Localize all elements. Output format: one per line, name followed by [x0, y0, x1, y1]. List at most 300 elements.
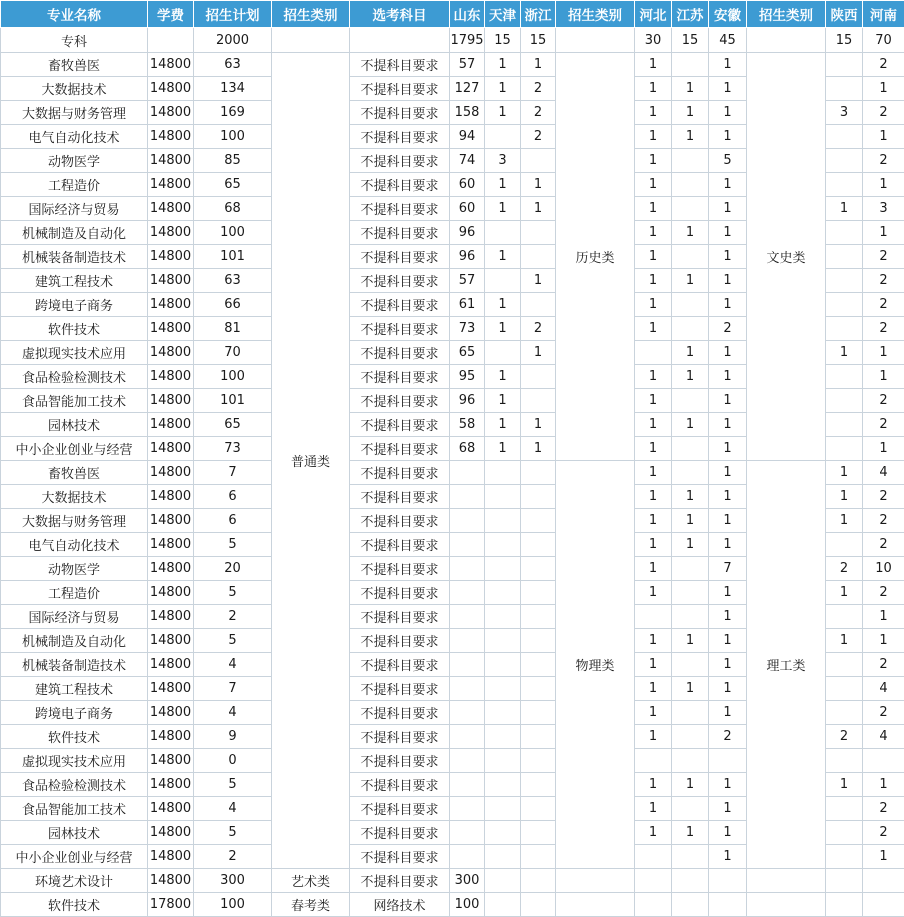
shandong-cell: 65 — [450, 341, 485, 365]
jiangsu-cell: 1 — [672, 413, 709, 437]
anhui-cell: 1 — [709, 269, 747, 293]
tianjin-cell — [485, 677, 521, 701]
henan-cell: 2 — [863, 701, 904, 725]
henan-cell: 1 — [863, 365, 904, 389]
hebei-cell: 1 — [635, 149, 672, 173]
table-cell — [556, 869, 635, 893]
subject-cell: 不提科目要求 — [350, 821, 450, 845]
anhui-cell: 1 — [709, 221, 747, 245]
tuition-cell: 14800 — [148, 605, 194, 629]
plan-cell: 101 — [194, 245, 272, 269]
henan-cell: 10 — [863, 557, 904, 581]
shaanxi-cell: 1 — [826, 629, 863, 653]
shandong-cell — [450, 845, 485, 869]
shaanxi-cell — [826, 221, 863, 245]
zhejiang-cell — [521, 773, 556, 797]
zhejiang-cell: 1 — [521, 341, 556, 365]
jiangsu-cell — [672, 557, 709, 581]
shandong-cell — [450, 485, 485, 509]
header-cell: 河南 — [863, 1, 904, 28]
shaanxi-cell: 2 — [826, 557, 863, 581]
henan-cell: 4 — [863, 677, 904, 701]
shandong-cell — [450, 557, 485, 581]
plan-cell: 20 — [194, 557, 272, 581]
jiangsu-cell — [672, 293, 709, 317]
table-cell: 不提科目要求 — [350, 869, 450, 893]
shandong-cell — [450, 725, 485, 749]
table-cell: 17800 — [148, 893, 194, 917]
zhejiang-cell — [521, 485, 556, 509]
major-name-cell: 机械装备制造技术 — [1, 653, 148, 677]
header-cell: 学费 — [148, 1, 194, 28]
header-cell: 招生计划 — [194, 1, 272, 28]
table-cell: 15 — [521, 28, 556, 53]
henan-cell: 2 — [863, 821, 904, 845]
shaanxi-cell — [826, 605, 863, 629]
henan-cell: 1 — [863, 629, 904, 653]
tianjin-cell — [485, 653, 521, 677]
tianjin-cell — [485, 533, 521, 557]
shandong-cell: 94 — [450, 125, 485, 149]
henan-cell: 1 — [863, 341, 904, 365]
plan-cell: 63 — [194, 269, 272, 293]
hebei-cell: 1 — [635, 269, 672, 293]
table-cell: 15 — [485, 28, 521, 53]
major-name-cell: 畜牧兽医 — [1, 53, 148, 77]
henan-cell: 1 — [863, 845, 904, 869]
tianjin-cell — [485, 221, 521, 245]
hebei-cell: 1 — [635, 293, 672, 317]
plan-cell: 81 — [194, 317, 272, 341]
anhui-cell: 1 — [709, 101, 747, 125]
tianjin-cell: 1 — [485, 293, 521, 317]
hebei-cell: 1 — [635, 173, 672, 197]
subject-cell: 不提科目要求 — [350, 221, 450, 245]
table-cell: 300 — [194, 869, 272, 893]
header-cell: 招生类别 — [747, 1, 826, 28]
hebei-cell: 1 — [635, 701, 672, 725]
plan-cell: 100 — [194, 125, 272, 149]
tianjin-cell — [485, 341, 521, 365]
henan-cell: 1 — [863, 173, 904, 197]
shandong-cell — [450, 749, 485, 773]
shaanxi-cell — [826, 797, 863, 821]
subject-cell: 不提科目要求 — [350, 365, 450, 389]
anhui-cell: 1 — [709, 341, 747, 365]
major-name-cell: 工程造价 — [1, 173, 148, 197]
table-row — [1, 53, 904, 77]
shandong-cell: 96 — [450, 245, 485, 269]
zhejiang-cell — [521, 653, 556, 677]
hebei-cell: 1 — [635, 197, 672, 221]
table-cell: 14800 — [148, 869, 194, 893]
table-cell: 100 — [194, 893, 272, 917]
jiangsu-cell: 1 — [672, 629, 709, 653]
subject-cell: 不提科目要求 — [350, 269, 450, 293]
header-cell: 江苏 — [672, 1, 709, 28]
hebei-cell: 1 — [635, 557, 672, 581]
zhejiang-cell — [521, 509, 556, 533]
table-cell — [747, 28, 826, 53]
subject-cell: 不提科目要求 — [350, 677, 450, 701]
jiangsu-cell: 1 — [672, 821, 709, 845]
zhejiang-cell: 2 — [521, 125, 556, 149]
shaanxi-cell — [826, 317, 863, 341]
table-cell: 30 — [635, 28, 672, 53]
major-name-cell: 机械制造及自动化 — [1, 221, 148, 245]
tuition-cell: 14800 — [148, 677, 194, 701]
hebei-cell: 1 — [635, 629, 672, 653]
tianjin-cell — [485, 821, 521, 845]
header-cell: 河北 — [635, 1, 672, 28]
hebei-cell: 1 — [635, 725, 672, 749]
tianjin-cell: 3 — [485, 149, 521, 173]
plan-cell: 6 — [194, 509, 272, 533]
anhui-cell: 1 — [709, 653, 747, 677]
jiangsu-cell — [672, 437, 709, 461]
henan-cell: 4 — [863, 461, 904, 485]
tuition-cell: 14800 — [148, 461, 194, 485]
shaanxi-cell — [826, 749, 863, 773]
major-name-cell: 国际经济与贸易 — [1, 605, 148, 629]
plan-cell: 0 — [194, 749, 272, 773]
subject-cell: 不提科目要求 — [350, 749, 450, 773]
shandong-cell — [450, 653, 485, 677]
major-name-cell: 跨境电子商务 — [1, 701, 148, 725]
tianjin-cell — [485, 701, 521, 725]
plan-cell: 5 — [194, 629, 272, 653]
jiangsu-cell: 1 — [672, 773, 709, 797]
tuition-cell: 14800 — [148, 365, 194, 389]
table-cell: 艺术类 — [272, 869, 350, 893]
anhui-cell: 1 — [709, 533, 747, 557]
subject-cell: 不提科目要求 — [350, 581, 450, 605]
table-cell — [863, 869, 904, 893]
jiangsu-cell: 1 — [672, 509, 709, 533]
hebei-cell: 1 — [635, 821, 672, 845]
tuition-cell: 14800 — [148, 821, 194, 845]
anhui-cell — [709, 749, 747, 773]
major-name-cell: 软件技术 — [1, 317, 148, 341]
anhui-cell: 1 — [709, 845, 747, 869]
anhui-cell: 1 — [709, 389, 747, 413]
major-name-cell: 动物医学 — [1, 557, 148, 581]
plan-cell: 100 — [194, 221, 272, 245]
shaanxi-cell — [826, 653, 863, 677]
anhui-cell: 1 — [709, 509, 747, 533]
shaanxi-cell — [826, 269, 863, 293]
tianjin-cell — [485, 485, 521, 509]
shaanxi-cell — [826, 437, 863, 461]
tuition-cell: 14800 — [148, 293, 194, 317]
anhui-cell: 1 — [709, 437, 747, 461]
table-cell: 70 — [863, 28, 904, 53]
henan-cell — [863, 749, 904, 773]
henan-cell: 2 — [863, 245, 904, 269]
subject-cell: 不提科目要求 — [350, 533, 450, 557]
tianjin-cell — [485, 605, 521, 629]
subject-cell: 不提科目要求 — [350, 629, 450, 653]
subject-cell: 不提科目要求 — [350, 725, 450, 749]
jiangsu-cell — [672, 461, 709, 485]
hebei-cell: 1 — [635, 797, 672, 821]
henan-cell: 2 — [863, 485, 904, 509]
shandong-cell: 68 — [450, 437, 485, 461]
zhejiang-cell: 1 — [521, 197, 556, 221]
shandong-cell: 57 — [450, 53, 485, 77]
plan-cell: 7 — [194, 461, 272, 485]
shandong-cell: 158 — [450, 101, 485, 125]
major-name-cell: 国际经济与贸易 — [1, 197, 148, 221]
shandong-cell — [450, 533, 485, 557]
table-cell — [672, 869, 709, 893]
header-cell: 招生类别 — [272, 1, 350, 28]
shaanxi-cell — [826, 701, 863, 725]
major-name-cell: 虚拟现实技术应用 — [1, 749, 148, 773]
plan-cell: 6 — [194, 485, 272, 509]
table-cell — [635, 893, 672, 917]
table-row — [1, 869, 904, 893]
plan-cell: 7 — [194, 677, 272, 701]
table-cell — [556, 28, 635, 53]
tuition-cell: 14800 — [148, 221, 194, 245]
zhejiang-cell: 2 — [521, 317, 556, 341]
henan-cell: 2 — [863, 269, 904, 293]
subject-cell: 不提科目要求 — [350, 173, 450, 197]
shaanxi-cell — [826, 125, 863, 149]
jiangsu-cell — [672, 605, 709, 629]
major-name-cell: 大数据与财务管理 — [1, 101, 148, 125]
jiangsu-cell: 1 — [672, 485, 709, 509]
subject-cell: 不提科目要求 — [350, 341, 450, 365]
henan-cell: 1 — [863, 605, 904, 629]
major-name-cell: 软件技术 — [1, 725, 148, 749]
table-cell — [556, 893, 635, 917]
henan-cell: 2 — [863, 389, 904, 413]
tianjin-cell: 1 — [485, 53, 521, 77]
zhejiang-cell — [521, 581, 556, 605]
zhejiang-cell — [521, 365, 556, 389]
henan-cell: 1 — [863, 125, 904, 149]
subject-cell: 不提科目要求 — [350, 485, 450, 509]
jiangsu-cell: 1 — [672, 533, 709, 557]
shaanxi-cell: 3 — [826, 101, 863, 125]
major-name-cell: 大数据技术 — [1, 77, 148, 101]
henan-cell: 4 — [863, 725, 904, 749]
major-name-cell: 食品检验检测技术 — [1, 773, 148, 797]
table-cell — [672, 893, 709, 917]
shandong-cell: 95 — [450, 365, 485, 389]
category-cell: 普通类 — [272, 53, 350, 869]
henan-cell: 2 — [863, 533, 904, 557]
shandong-cell — [450, 773, 485, 797]
subject-cell: 不提科目要求 — [350, 413, 450, 437]
shandong-cell — [450, 509, 485, 533]
shandong-cell: 60 — [450, 173, 485, 197]
anhui-cell: 1 — [709, 365, 747, 389]
zhejiang-cell — [521, 605, 556, 629]
table-cell — [272, 28, 350, 53]
hebei-cell: 1 — [635, 485, 672, 509]
henan-cell: 2 — [863, 101, 904, 125]
hebei-cell: 1 — [635, 413, 672, 437]
plan-cell: 66 — [194, 293, 272, 317]
major-name-cell: 中小企业创业与经营 — [1, 437, 148, 461]
tianjin-cell — [485, 725, 521, 749]
subject-cell: 不提科目要求 — [350, 389, 450, 413]
tianjin-cell — [485, 461, 521, 485]
jiangsu-cell — [672, 845, 709, 869]
zhejiang-cell — [521, 461, 556, 485]
zhejiang-cell — [521, 245, 556, 269]
zhejiang-cell — [521, 221, 556, 245]
table-cell — [747, 869, 826, 893]
anhui-cell: 1 — [709, 605, 747, 629]
header-row — [1, 1, 904, 28]
shaanxi-cell — [826, 173, 863, 197]
hebei-cell: 1 — [635, 53, 672, 77]
tianjin-cell: 1 — [485, 245, 521, 269]
shaanxi-cell: 1 — [826, 581, 863, 605]
tuition-cell: 14800 — [148, 725, 194, 749]
table-cell — [826, 893, 863, 917]
subject-cell: 不提科目要求 — [350, 149, 450, 173]
table-cell: 春考类 — [272, 893, 350, 917]
shandong-cell — [450, 605, 485, 629]
header-cell: 陕西 — [826, 1, 863, 28]
major-name-cell: 机械装备制造技术 — [1, 245, 148, 269]
jiangsu-cell: 1 — [672, 125, 709, 149]
subject-cell: 不提科目要求 — [350, 197, 450, 221]
plan-cell: 169 — [194, 101, 272, 125]
table-cell — [485, 869, 521, 893]
major-name-cell: 畜牧兽医 — [1, 461, 148, 485]
table-cell: 1795 — [450, 28, 485, 53]
plan-cell: 63 — [194, 53, 272, 77]
tianjin-cell: 1 — [485, 77, 521, 101]
subject-cell: 不提科目要求 — [350, 701, 450, 725]
anhui-cell: 5 — [709, 149, 747, 173]
tuition-cell: 14800 — [148, 797, 194, 821]
major-name-cell: 园林技术 — [1, 413, 148, 437]
jiangsu-cell: 1 — [672, 221, 709, 245]
plan-cell: 2 — [194, 845, 272, 869]
subject-cell: 不提科目要求 — [350, 53, 450, 77]
tianjin-cell: 1 — [485, 389, 521, 413]
plan-cell: 85 — [194, 149, 272, 173]
major-name-cell: 中小企业创业与经营 — [1, 845, 148, 869]
category-cell: 文史类 — [747, 53, 826, 461]
anhui-cell: 1 — [709, 173, 747, 197]
plan-cell: 65 — [194, 413, 272, 437]
shaanxi-cell — [826, 389, 863, 413]
major-name-cell: 食品智能加工技术 — [1, 389, 148, 413]
plan-cell: 73 — [194, 437, 272, 461]
table-body — [1, 28, 904, 917]
shandong-cell — [450, 581, 485, 605]
header-cell: 安徽 — [709, 1, 747, 28]
plan-cell: 4 — [194, 797, 272, 821]
hebei-cell: 1 — [635, 365, 672, 389]
hebei-cell: 1 — [635, 437, 672, 461]
table-cell — [148, 28, 194, 53]
tianjin-cell — [485, 845, 521, 869]
table-cell: 45 — [709, 28, 747, 53]
hebei-cell: 1 — [635, 653, 672, 677]
shandong-cell: 58 — [450, 413, 485, 437]
shaanxi-cell: 1 — [826, 341, 863, 365]
anhui-cell: 1 — [709, 413, 747, 437]
category-cell: 历史类 — [556, 53, 635, 461]
plan-cell: 4 — [194, 653, 272, 677]
major-name-cell: 大数据与财务管理 — [1, 509, 148, 533]
jiangsu-cell — [672, 173, 709, 197]
shandong-cell — [450, 461, 485, 485]
subject-cell: 不提科目要求 — [350, 245, 450, 269]
zhejiang-cell: 2 — [521, 77, 556, 101]
shandong-cell: 127 — [450, 77, 485, 101]
table-cell — [863, 893, 904, 917]
header-cell: 浙江 — [521, 1, 556, 28]
zhejiang-cell: 1 — [521, 269, 556, 293]
hebei-cell: 1 — [635, 533, 672, 557]
major-name-cell: 大数据技术 — [1, 485, 148, 509]
hebei-cell: 1 — [635, 677, 672, 701]
henan-cell: 1 — [863, 77, 904, 101]
table-cell: 网络技术 — [350, 893, 450, 917]
major-name-cell: 虚拟现实技术应用 — [1, 341, 148, 365]
shaanxi-cell: 1 — [826, 197, 863, 221]
hebei-cell: 1 — [635, 101, 672, 125]
major-name-cell: 电气自动化技术 — [1, 533, 148, 557]
henan-cell: 3 — [863, 197, 904, 221]
jiangsu-cell — [672, 197, 709, 221]
header-cell: 选考科目 — [350, 1, 450, 28]
anhui-cell: 1 — [709, 77, 747, 101]
hebei-cell — [635, 749, 672, 773]
plan-cell: 68 — [194, 197, 272, 221]
henan-cell: 2 — [863, 53, 904, 77]
major-name-cell: 建筑工程技术 — [1, 269, 148, 293]
henan-cell: 2 — [863, 149, 904, 173]
tianjin-cell — [485, 509, 521, 533]
table-cell — [521, 893, 556, 917]
tuition-cell: 14800 — [148, 389, 194, 413]
plan-cell: 5 — [194, 821, 272, 845]
table-row — [1, 461, 904, 485]
subject-cell: 不提科目要求 — [350, 797, 450, 821]
shaanxi-cell — [826, 677, 863, 701]
category-cell: 理工类 — [747, 461, 826, 869]
table-cell: 专科 — [1, 28, 148, 53]
shaanxi-cell — [826, 245, 863, 269]
subject-cell: 不提科目要求 — [350, 293, 450, 317]
table-cell: 2000 — [194, 28, 272, 53]
jiangsu-cell — [672, 149, 709, 173]
major-name-cell: 食品检验检测技术 — [1, 365, 148, 389]
hebei-cell: 1 — [635, 581, 672, 605]
major-name-cell: 园林技术 — [1, 821, 148, 845]
anhui-cell: 1 — [709, 293, 747, 317]
jiangsu-cell — [672, 797, 709, 821]
shandong-cell: 73 — [450, 317, 485, 341]
total-row — [1, 28, 904, 53]
henan-cell: 2 — [863, 317, 904, 341]
shandong-cell: 61 — [450, 293, 485, 317]
jiangsu-cell: 1 — [672, 269, 709, 293]
zhejiang-cell: 1 — [521, 437, 556, 461]
major-name-cell: 电气自动化技术 — [1, 125, 148, 149]
